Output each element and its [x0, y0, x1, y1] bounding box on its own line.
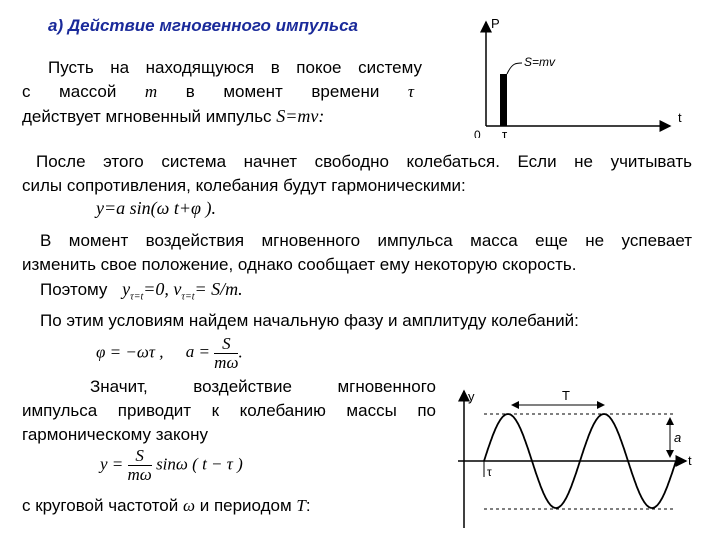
final-line: с круговой частотой ω и периодом T: — [22, 496, 311, 515]
origin-label: 0 — [474, 128, 481, 138]
impulse-formula: S=mv: — [276, 106, 325, 126]
harmonic-formula: y=a sin(ω t+φ ). — [96, 198, 216, 218]
section-title: а) Действие мгновенного импульса — [48, 16, 359, 35]
initial-conditions: $y_{\tau=t}=0$, $v_{\tau=t}= S/m$. — [122, 279, 243, 303]
phase-amp-formulas: φ = −ωτ , a = $\frac{S}{m\omega}$ . — [96, 334, 243, 372]
therefore-line: Поэтому $y_{\tau=t}=0$, $v_{\tau=t}= S/m$. — [40, 279, 243, 303]
tau-tick-label: τ — [502, 127, 508, 138]
tau-symbol: τ — [407, 82, 415, 101]
conclusion-line-1: Значит, воздействие мгновенного — [90, 377, 436, 396]
t-axis-label: t — [688, 453, 692, 468]
intro-line-1: Пусть на находящуюся в покое систему — [48, 58, 422, 77]
amp-label: a — [674, 430, 682, 445]
free-osc-line-1: После этого система начнет свободно колебаться. Если не учитывать — [36, 152, 692, 171]
law-fraction: $\frac{S}{m\omega}$ — [127, 446, 152, 484]
tau-tick-label: τ — [487, 465, 492, 479]
period-label: T — [562, 388, 570, 403]
free-osc-line-2: силы сопротивления, колебания будут гармоническими: — [22, 176, 466, 195]
harmonic-law: y = $\frac{S}{m\omega}$ sinω ( t − τ ) — [100, 446, 243, 484]
impulse-leader — [507, 63, 522, 74]
conclusion-line-2: импульса приводит к колебанию массы по — [22, 401, 436, 420]
impulse-graph — [460, 8, 700, 138]
sine-graph — [450, 385, 712, 535]
intro-line-3: действует мгновенный импульс S=mv: — [22, 106, 325, 126]
omega-symbol: ω — [182, 496, 195, 515]
moment-line-2: изменить свое положение, однако сообщает ему некоторую скорость. — [22, 255, 577, 274]
mass-symbol: m — [144, 82, 158, 101]
intro-line-2: с массой m в момент времени τ — [22, 82, 415, 101]
conclusion-line-3: гармоническому закону — [22, 425, 208, 444]
phase-formula: φ = −ωτ — [96, 342, 155, 362]
p-axis-label: P — [491, 16, 500, 31]
t-axis-label: t — [678, 110, 682, 125]
amplitude-fraction: $\frac{S}{m\omega}$ — [214, 334, 239, 372]
conditions-line: По этим условиям найдем начальную фазу и амплитуду колебаний: — [40, 311, 579, 330]
impulse-label: S=mv — [524, 55, 556, 69]
impulse-bar — [500, 74, 507, 126]
period-symbol: T — [296, 496, 306, 515]
moment-line-1: В момент воздействия мгновенного импульса масса еще не успевает — [40, 231, 692, 250]
y-axis-label: y — [468, 389, 475, 404]
